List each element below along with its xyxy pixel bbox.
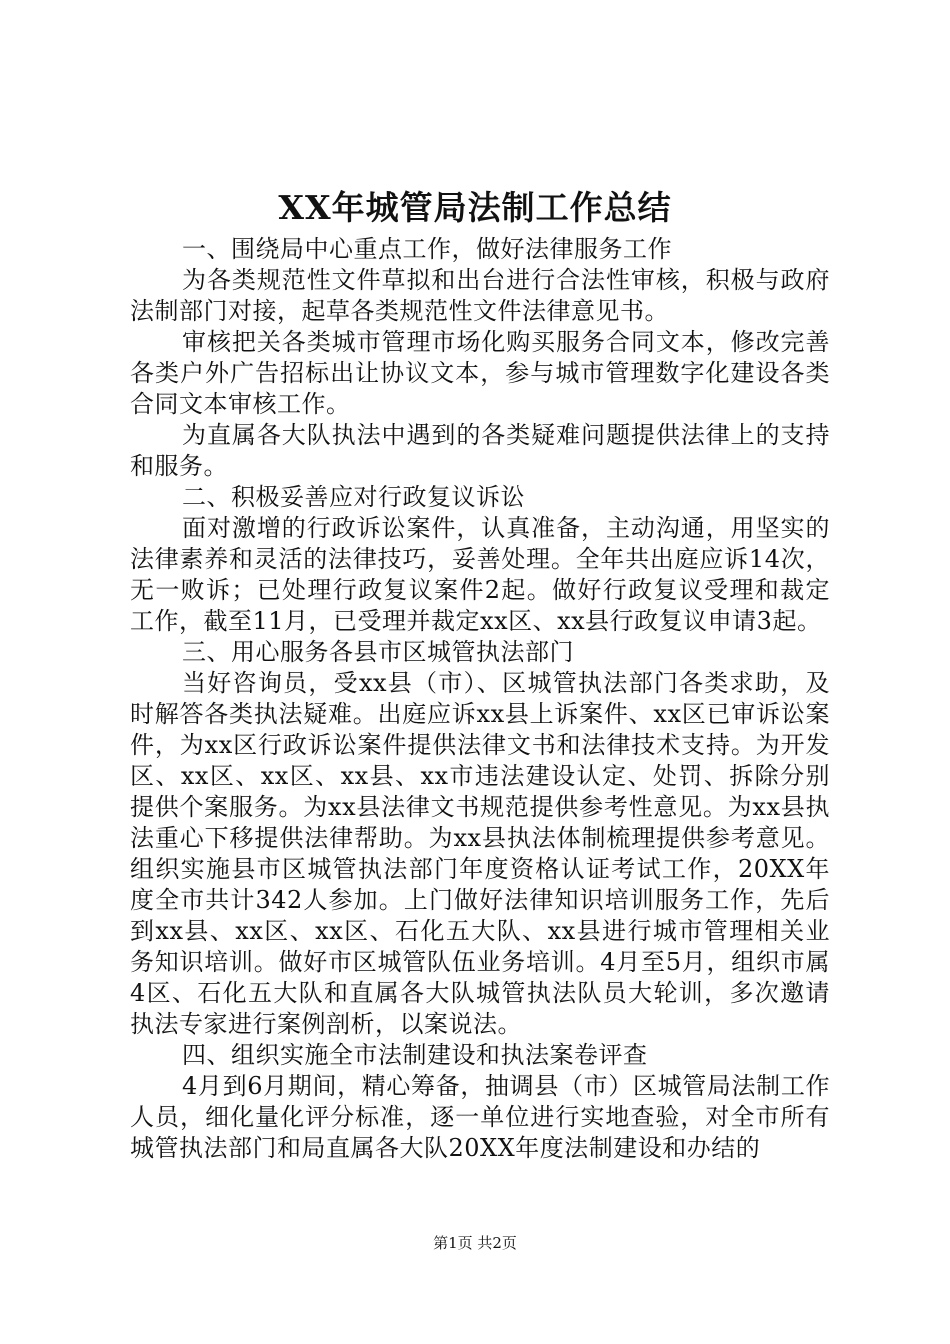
section-heading: 四、组织实施全市法制建设和执法案卷评查 — [182, 1041, 648, 1069]
page-footer: 第1页 共2页 — [433, 1234, 517, 1252]
paragraph: 审核把关各类城市管理市场化购买服务合同文本，修改完善各类户外广告招标出让协议文本，参与城市管理数字化建设各类合同文本审核工作。 — [130, 328, 830, 418]
paragraph: 4月到6月期间，精心筹备，抽调县（市）区城管局法制工作人员，细化量化评分标准，逐一单位进行实地查验，对全市所有城管执法部门和局直属各大队20XX年度法制建设和办结的 — [130, 1072, 830, 1162]
section-heading: 三、用心服务各县市区城管执法部门 — [182, 638, 574, 666]
document-body — [130, 234, 830, 1164]
paragraph: 为直属各大队执法中遇到的各类疑难问题提供法律上的支持和服务。 — [130, 421, 830, 480]
document-title: XX年城管局法制工作总结 — [278, 188, 672, 227]
paragraph: 当好咨询员，受xx县（市）、区城管执法部门各类求助，及时解答各类执法疑难。出庭应诉xx县上诉案件、xx区已审诉讼案件，为xx区行政诉讼案件提供法律文书和法律技术支持。为开发区、xx区、xx区、xx县、xx市违法建设认定、处罚、拆除分别提供个案服务。为xx县法律文书规范提供参考性意见。为xx县执法重心下移提供法律帮助。为xx县执法体制梳理提供参考意见。组织实施县市区城管执法部门年度资格认证考试工作，20XX年度全市共计342人参加。上门做好法律知识培训服务工作，先后到xx县、xx区、xx区、石化五大队、xx县进行城市管理相关业务知识培训。做好市区城管队伍业务培训。4月至5月，组织市属4区、石化五大队和直属各大队城管执法队员大轮训，多次邀请执法专家进行案例剖析，以案说法。 — [130, 669, 830, 1038]
paragraph: 为各类规范性文件草拟和出台进行合法性审核，积极与政府法制部门对接，起草各类规范性文件法律意见书。 — [130, 266, 830, 325]
section-heading: 二、积极妥善应对行政复议诉讼 — [182, 483, 525, 511]
section-heading: 一、围绕局中心重点工作，做好法律服务工作 — [182, 235, 672, 263]
paragraph: 面对激增的行政诉讼案件，认真准备，主动沟通，用坚实的法律素养和灵活的法律技巧，妥善处理。全年共出庭应诉14次，无一败诉；已处理行政复议案件2起。做好行政复议受理和裁定工作，截至11月，已受理并裁定xx区、xx县行政复议申请3起。 — [130, 514, 830, 635]
